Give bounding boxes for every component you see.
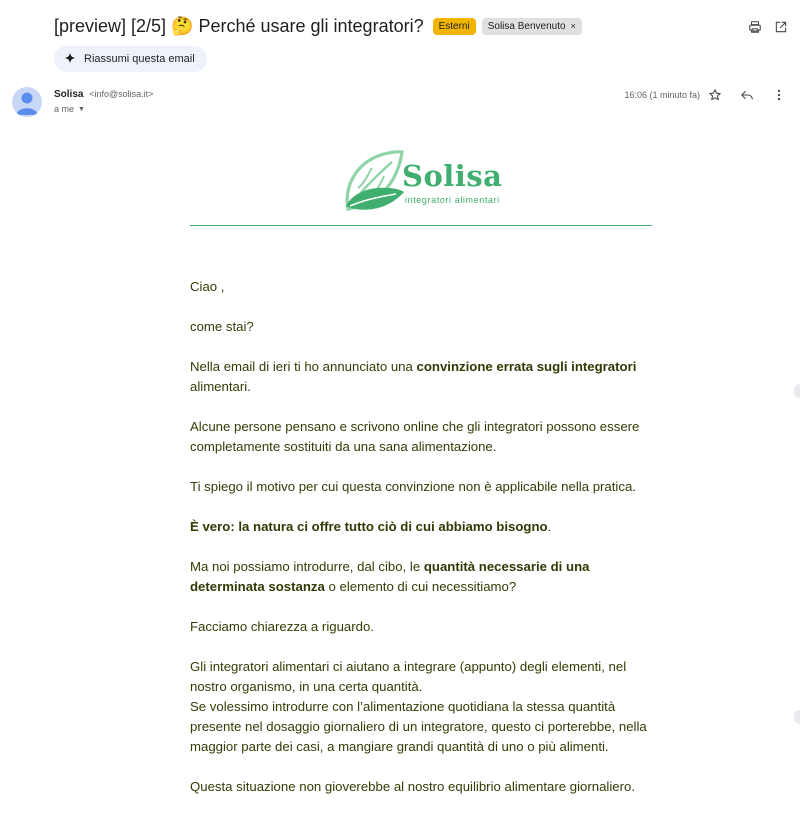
remove-label-icon[interactable]: × (570, 21, 576, 31)
paragraph-2-bold: convinzione errata sugli integratori (416, 359, 637, 374)
brand-name: Solisa (402, 159, 503, 193)
open-in-new-icon[interactable] (774, 20, 788, 34)
brand-tagline: integratori alimentari (405, 195, 500, 205)
paragraph-2-a: Nella email di ieri ti ho annunciato una (190, 359, 417, 374)
paragraph-5-bold: È vero: la natura ci offre tutto ciò di cui abbiamo bisogno (190, 519, 548, 534)
recipients-toggle[interactable] (54, 104, 85, 114)
paragraph-1: come stai? (190, 319, 254, 334)
recipients-label: a me (54, 104, 75, 114)
paragraph-4: Ti spiego il motivo per cui questa convinzione non è applicabile nella pratica. (190, 479, 636, 494)
scroll-edge-marker (794, 384, 800, 398)
paragraph-8-line-2: Se volessimo introdurre con l’alimentazione quotidiana la stessa quantità presente nel dosaggio giornaliero di un integratore, questo ci porterebbe, nella maggior parte dei casi, a mangiare grandi quantità di uno o più alimenti. (190, 699, 647, 754)
more-vert-icon[interactable] (772, 88, 786, 102)
print-icon[interactable] (748, 20, 762, 34)
paragraph-8 (190, 657, 660, 757)
label-solisa-benvenuto[interactable] (482, 18, 582, 35)
chevron-down-icon: ▼ (78, 105, 85, 113)
email-body (190, 277, 660, 817)
sender-name[interactable]: Solisa (54, 89, 84, 100)
star-icon[interactable] (708, 88, 722, 102)
header-divider (190, 225, 652, 226)
sender-email: <info@solisa.it> (89, 89, 154, 99)
avatar[interactable] (12, 87, 42, 117)
sparkle-icon (64, 52, 76, 67)
paragraph-6-a: Ma noi possiamo introdurre, dal cibo, le (190, 559, 424, 574)
paragraph-7: Facciamo chiarezza a riguardo. (190, 619, 374, 634)
header-actions (748, 20, 788, 34)
paragraph-2 (190, 357, 660, 397)
paragraph-3: Alcune persone pensano e scrivono online che gli integratori possono essere completamente sostituiti da una sana alimentazione. (190, 419, 640, 454)
paragraph-8-line-1: Gli integratori alimentari ci aiutano a integrare (appunto) degli elementi, nel nostro organismo, in una certa quantità. (190, 659, 627, 694)
message-time: 16:06 (1 minuto fa) (624, 90, 700, 100)
paragraph-5 (190, 517, 660, 537)
label-external[interactable]: Esterni (433, 18, 476, 35)
summarize-email-button[interactable] (54, 46, 207, 72)
paragraph-5-c: . (547, 519, 552, 534)
paragraph-9: Questa situazione non gioverebbe al nostro equilibrio alimentare giornaliero. (190, 779, 635, 794)
paragraph-2-c: alimentari. (190, 379, 251, 394)
reply-icon[interactable] (740, 88, 754, 102)
label-solisa-benvenuto-text: Solisa Benvenuto (487, 21, 566, 32)
summarize-label: Riassumi questa email (84, 53, 195, 65)
subject-row (54, 16, 582, 37)
paragraph-6-bold: quantità necessarie di una determinata sostanza (190, 559, 590, 594)
paragraph-6-c: o elemento di cui necessitiamo? (324, 579, 517, 594)
paragraph-6 (190, 557, 660, 597)
greeting: Ciao , (190, 279, 225, 294)
scroll-edge-marker (794, 710, 800, 724)
message-actions (708, 88, 786, 102)
email-subject: [preview] [2/5] 🤔 Perché usare gli integratori? (54, 16, 424, 36)
sender-line (54, 89, 153, 100)
